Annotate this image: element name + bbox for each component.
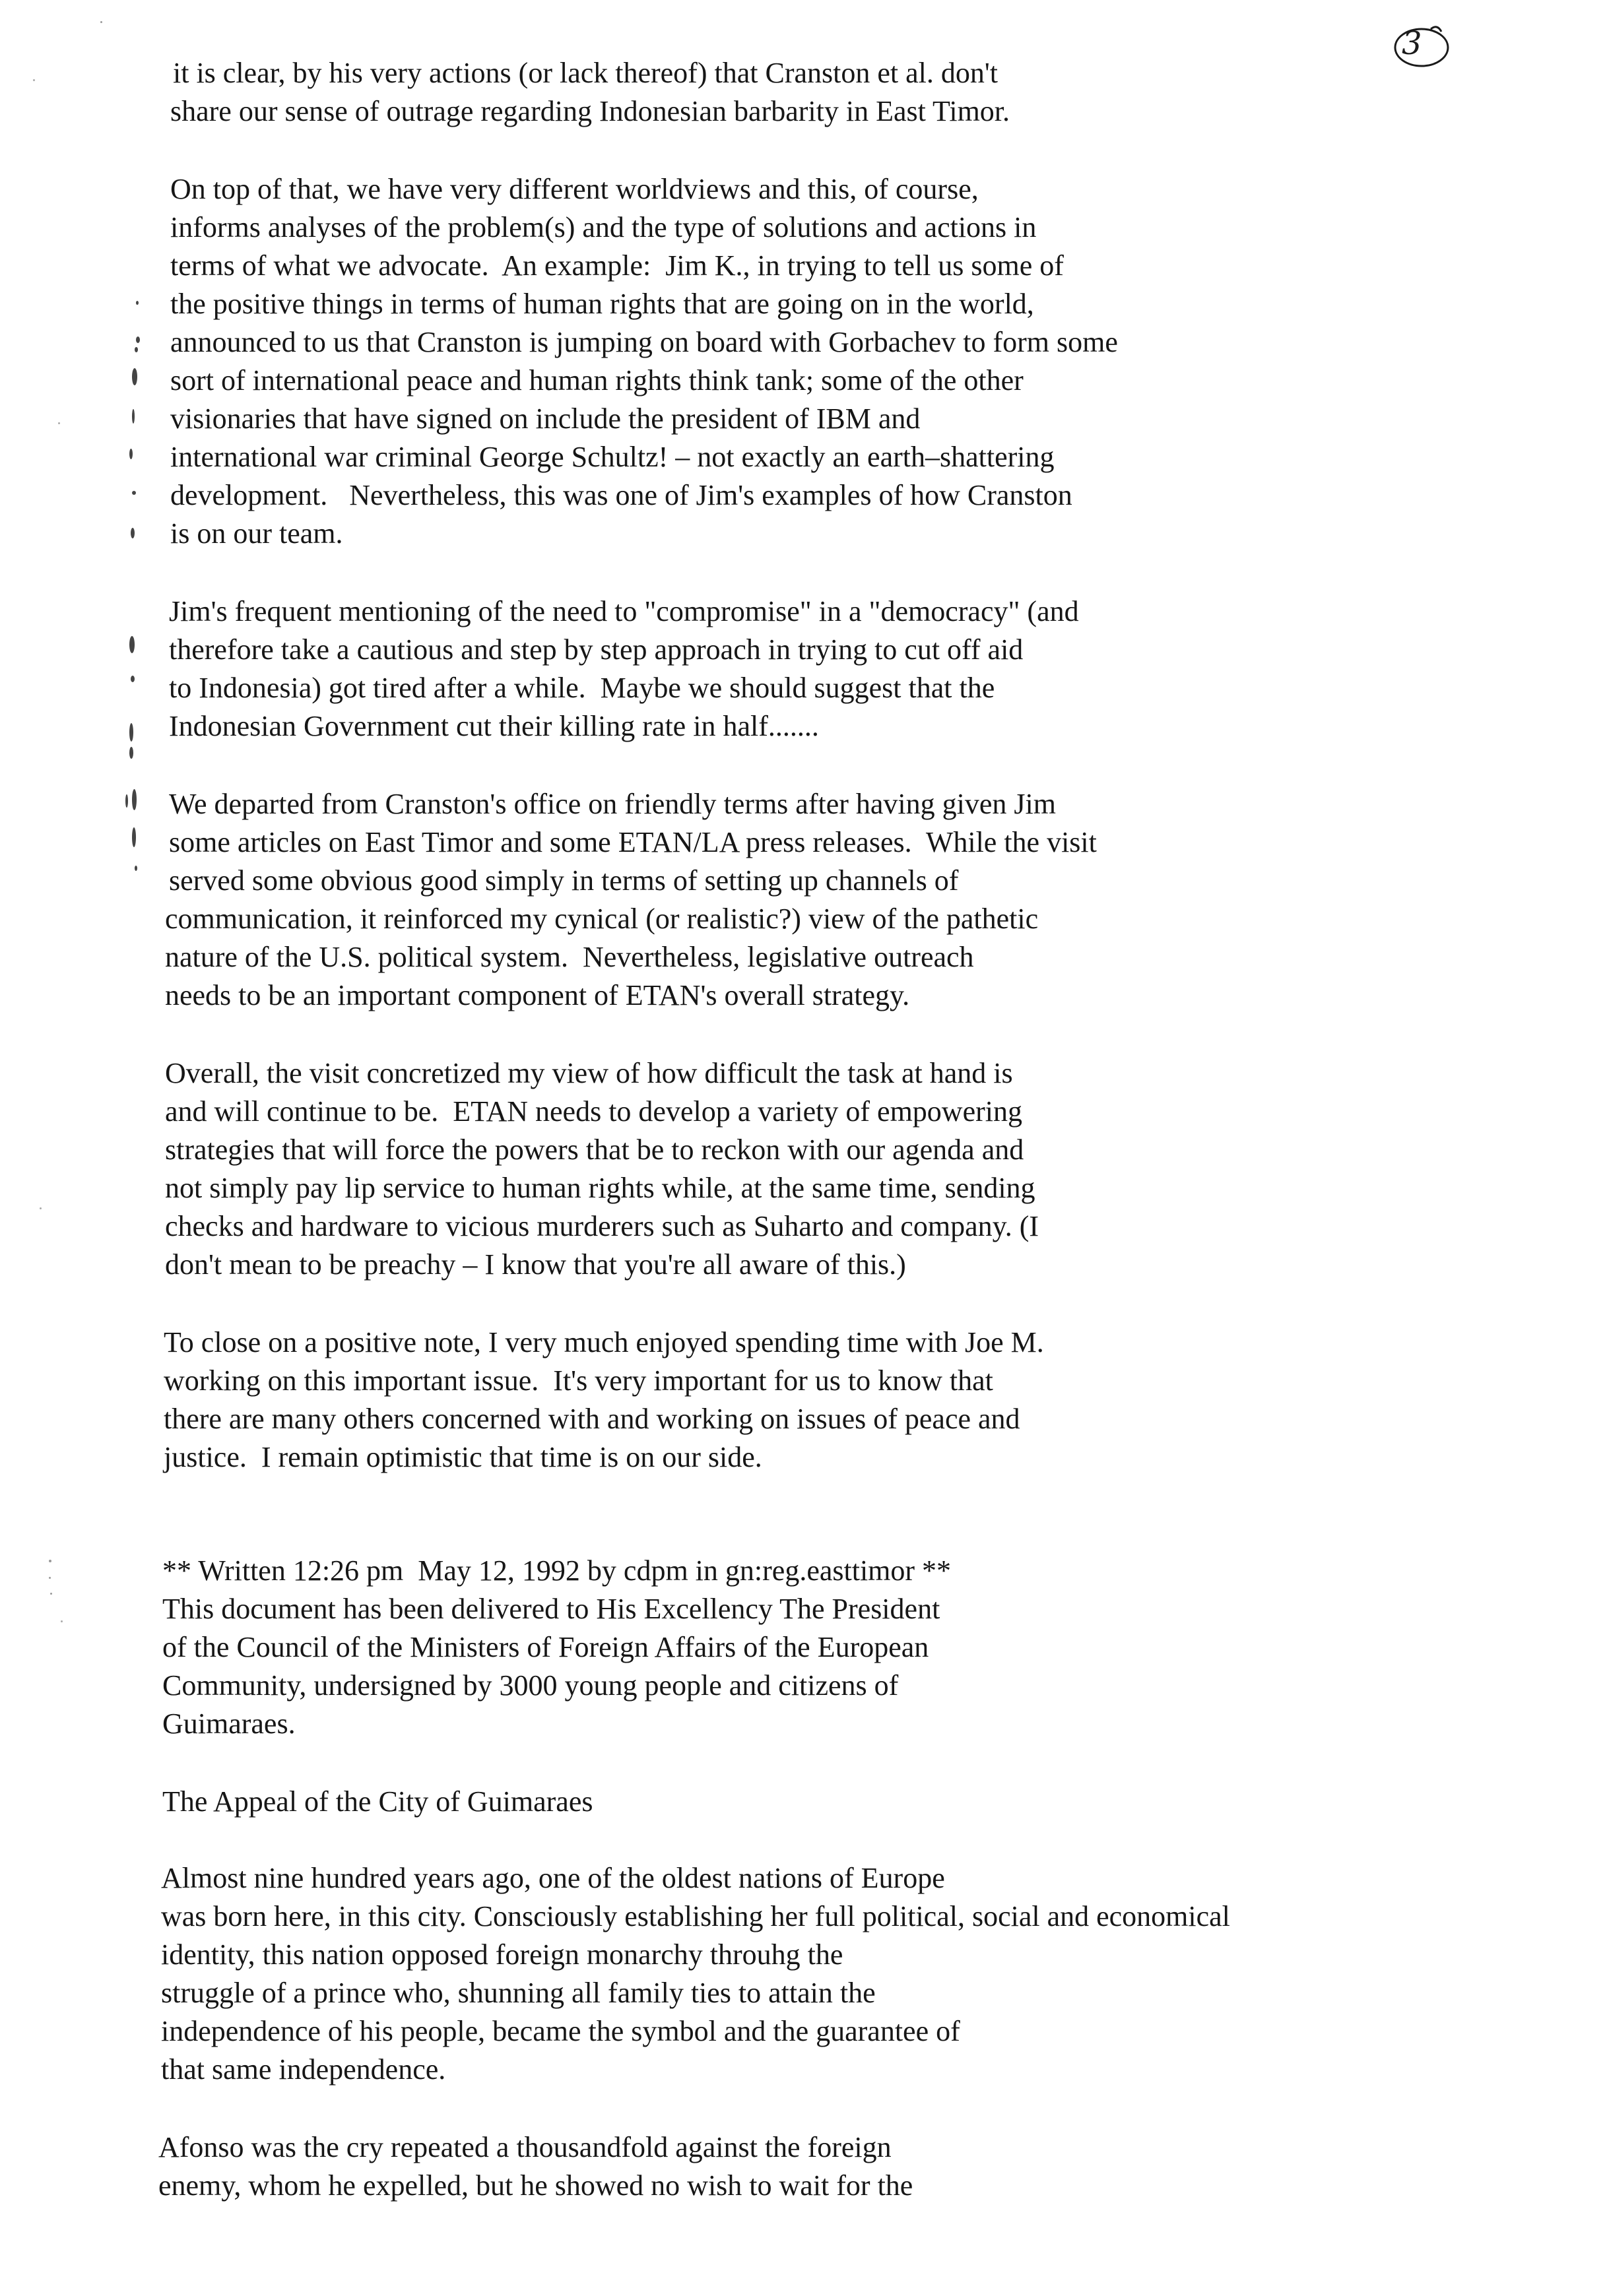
text-line: strategies that will force the powers that be to reckon with our agenda and (165, 1133, 1024, 1166)
text-line: don't mean to be preachy – I know that you're all aware of this.) (165, 1248, 906, 1281)
scan-speck (131, 676, 135, 682)
scan-speck (132, 368, 137, 385)
text-line: Jim's frequent mentioning of the need to "compromise" in a "democracy" (and (169, 595, 1079, 627)
text-line: nature of the U.S. political system. Nevertheless, legislative outreach (165, 941, 974, 973)
scan-speck (129, 449, 133, 459)
text-line: it is clear, by his very actions (or lack thereof) that Cranston et al. don't (173, 57, 999, 89)
scan-speck (136, 301, 139, 305)
text-line: This document has been delivered to His Excellency The President (162, 1593, 940, 1625)
text-line: Almost nine hundred years ago, one of the oldest nations of Europe (161, 1862, 945, 1894)
text-line: therefore take a cautious and step by step approach in trying to cut off aid (169, 633, 1024, 666)
scan-speck (136, 336, 140, 343)
text-line: communication, it reinforced my cynical (or realistic?) view of the pathetic (165, 903, 1039, 935)
text-line: enemy, whom he expelled, but he showed no wish to wait for the (158, 2169, 913, 2202)
text-line: needs to be an important component of ETAN's overall strategy. (165, 979, 910, 1011)
text-line: terms of what we advocate. An example: Jim K., in trying to tell us some of (170, 249, 1064, 282)
appeal-title: The Appeal of the City of Guimaraes (162, 1785, 593, 1818)
text-line: On top of that, we have very different worldviews and this, of course, (170, 173, 979, 205)
scan-speck (132, 409, 135, 424)
text-line: justice. I remain optimistic that time is on our side. (164, 1441, 762, 1473)
text-line: there are many others concerned with and working on issues of peace and (164, 1403, 1020, 1435)
text-line: and will continue to be. ETAN needs to develop a variety of empowering (165, 1095, 1022, 1128)
page-number: 3 (1402, 25, 1422, 62)
text-line: share our sense of outrage regarding Indonesian barbarity in East Timor. (170, 95, 1010, 127)
scan-speck (132, 789, 137, 810)
text-line: Guimaraes. (162, 1707, 296, 1740)
text-line: some articles on East Timor and some ETAN/LA press releases. While the visit (169, 826, 1097, 858)
scan-speck (33, 79, 35, 81)
text-line: struggle of a prince who, shunning all family ties to attain the (161, 1977, 876, 2009)
text-line: Community, undersigned by 3000 young people and citizens of (162, 1669, 899, 1702)
scan-speck (49, 1560, 51, 1562)
scan-speck (131, 528, 135, 538)
text-line: to Indonesia) got tired after a while. Maybe we should suggest that the (169, 672, 995, 704)
text-line: working on this important issue. It's very important for us to know that (164, 1364, 993, 1397)
scan-speck (61, 1620, 63, 1622)
scan-speck (135, 347, 138, 352)
scan-speck (132, 827, 136, 847)
scan-speck (49, 1577, 51, 1579)
text-line: We departed from Cranston's office on friendly terms after having given Jim (169, 788, 1056, 820)
scan-speck (135, 866, 137, 871)
text-line: was born here, in this city. Consciously establishing her full political, social and economical (161, 1900, 1230, 1932)
scan-speck (50, 1593, 52, 1595)
text-line: Overall, the visit concretized my view of how difficult the task at hand is (165, 1057, 1013, 1089)
text-line: international war criminal George Schultz! – not exactly an earth–shattering (170, 441, 1055, 473)
scan-speck (58, 422, 60, 424)
text-line: that same independence. (161, 2053, 446, 2086)
text-line: independence of his people, became the symbol and the guarantee of (161, 2015, 960, 2047)
text-line: the positive things in terms of human rights that are going on in the world, (170, 288, 1034, 320)
text-line: announced to us that Cranston is jumping on board with Gorbachev to form some (170, 326, 1118, 358)
text-line: identity, this nation opposed foreign monarchy throuhg the (161, 1938, 843, 1971)
scan-speck (129, 723, 133, 742)
scan-speck (129, 747, 133, 759)
text-line: served some obvious good simply in terms of setting up channels of (169, 864, 959, 897)
text-line: informs analyses of the problem(s) and the type of solutions and actions in (170, 211, 1037, 243)
text-line: is on our team. (170, 517, 343, 550)
text-line: of the Council of the Ministers of Foreign Affairs of the European (162, 1631, 929, 1663)
text-line: To close on a positive note, I very much enjoyed spending time with Joe M. (164, 1326, 1044, 1358)
text-line: Afonso was the cry repeated a thousandfold against the foreign (158, 2131, 892, 2163)
text-line: visionaries that have signed on include the president of IBM and (170, 402, 921, 435)
scan-speck (132, 491, 136, 495)
scan-speck (100, 21, 102, 23)
scan-speck (129, 636, 135, 653)
scan-speck (40, 1207, 42, 1209)
scan-speck (125, 794, 128, 808)
text-line: checks and hardware to vicious murderers such as Suharto and company. (I (165, 1210, 1039, 1242)
text-line: development. Nevertheless, this was one of Jim's examples of how Cranston (170, 479, 1072, 511)
text-line: sort of international peace and human rights think tank; some of the other (170, 364, 1024, 397)
text-line: Indonesian Government cut their killing rate in half....... (169, 710, 819, 742)
text-line: not simply pay lip service to human rights while, at the same time, sending (165, 1172, 1035, 1204)
text-line: ** Written 12:26 pm May 12, 1992 by cdpm in gn:reg.easttimor ** (162, 1554, 952, 1587)
